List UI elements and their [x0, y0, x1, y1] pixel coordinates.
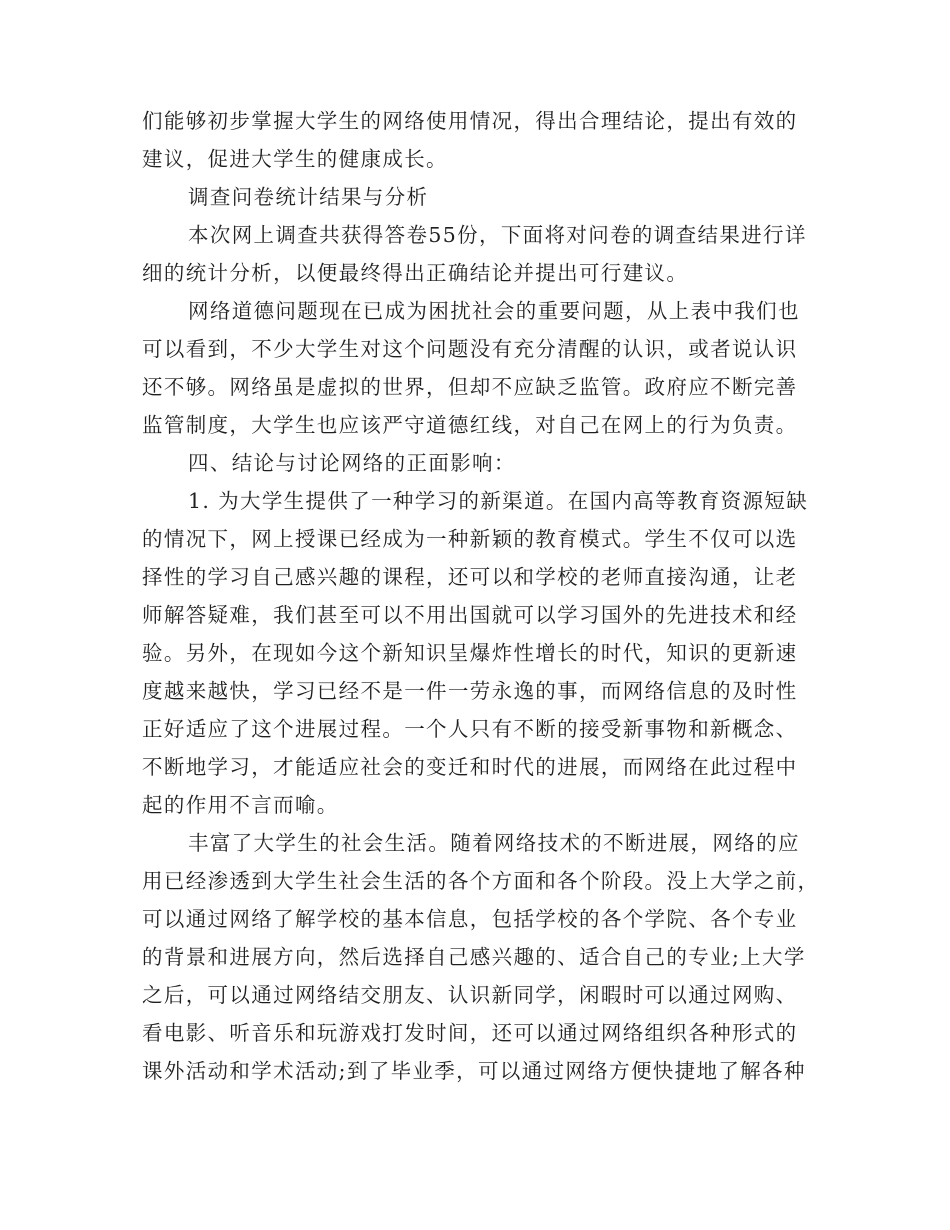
text-line: 建议，促进大学生的健康成长。	[142, 147, 448, 171]
paragraph	[142, 102, 802, 178]
text-line: 四、结论与讨论网络的正面影响：	[188, 451, 516, 475]
text-line: 看电影、听音乐和玩游戏打发时间，还可以通过网络组织各种形式的	[142, 1021, 798, 1045]
paragraph	[142, 292, 802, 444]
text-line: 的情况下，网上授课已经成为一种新颖的教育模式。学生不仅可以选	[142, 527, 798, 551]
text-line: 细的统计分析，以便最终得出正确结论并提出可行建议。	[142, 261, 689, 285]
text-line: 用已经渗透到大学生社会生活的各个方面和各个阶段。没上大学之前，	[142, 869, 820, 893]
text-line: 网络道德问题现在已成为困扰社会的重要问题，从上表中我们也	[188, 299, 800, 323]
document-page	[142, 102, 820, 1090]
text-line: 可以看到，不少大学生对这个问题没有充分清醒的认识，或者说认识	[142, 337, 798, 361]
section-heading	[142, 178, 802, 216]
text-line: 监管制度，大学生也应该严守道德红线，对自己在网上的行为负责。	[142, 413, 798, 437]
text-line: 1. 为大学生提供了一种学习的新渠道。在国内高等教育资源短缺	[188, 489, 809, 513]
text-line: 调查问卷统计结果与分析	[188, 185, 429, 209]
text-line: 择性的学习自己感兴趣的课程，还可以和学校的老师直接沟通，让老	[142, 565, 798, 589]
paragraph	[142, 824, 820, 1090]
text-line: 丰富了大学生的社会生活。随着网络技术的不断进展，网络的应	[188, 831, 800, 855]
text-line: 之后，可以通过网络结交朋友、认识新同学，闲暇时可以通过网购、	[142, 983, 798, 1007]
text-line: 不断地学习，才能适应社会的变迁和时代的进展，而网络在此过程中	[142, 755, 798, 779]
text-line: 度越来越快，学习已经不是一件一劳永逸的事，而网络信息的及时性	[142, 679, 798, 703]
text-line: 师解答疑难，我们甚至可以不用出国就可以学习国外的先进技术和经	[142, 603, 798, 627]
text-line: 们能够初步掌握大学生的网络使用情况，得出合理结论，提出有效的	[142, 109, 798, 133]
text-line: 的背景和进展方向，然后选择自己感兴趣的、适合自己的专业;上大学	[142, 945, 806, 969]
text-line: 本次网上调查共获得答卷55份，下面将对问卷的调查结果进行详	[188, 223, 807, 247]
paragraph	[142, 482, 809, 824]
text-line: 正好适应了这个进展过程。一个人只有不断的接受新事物和新概念、	[142, 717, 798, 741]
text-line: 验。另外，在现如今这个新知识呈爆炸性增长的时代，知识的更新速	[142, 641, 798, 665]
paragraph	[142, 216, 807, 292]
text-line: 可以通过网络了解学校的基本信息，包括学校的各个学院、各个专业	[142, 907, 798, 931]
text-line: 课外活动和学术活动;到了毕业季，可以通过网络方便快捷地了解各种	[142, 1059, 806, 1083]
text-line: 还不够。网络虽是虚拟的世界，但却不应缺乏监管。政府应不断完善	[142, 375, 798, 399]
section-heading	[142, 444, 802, 482]
text-line: 起的作用不言而喻。	[142, 793, 339, 817]
